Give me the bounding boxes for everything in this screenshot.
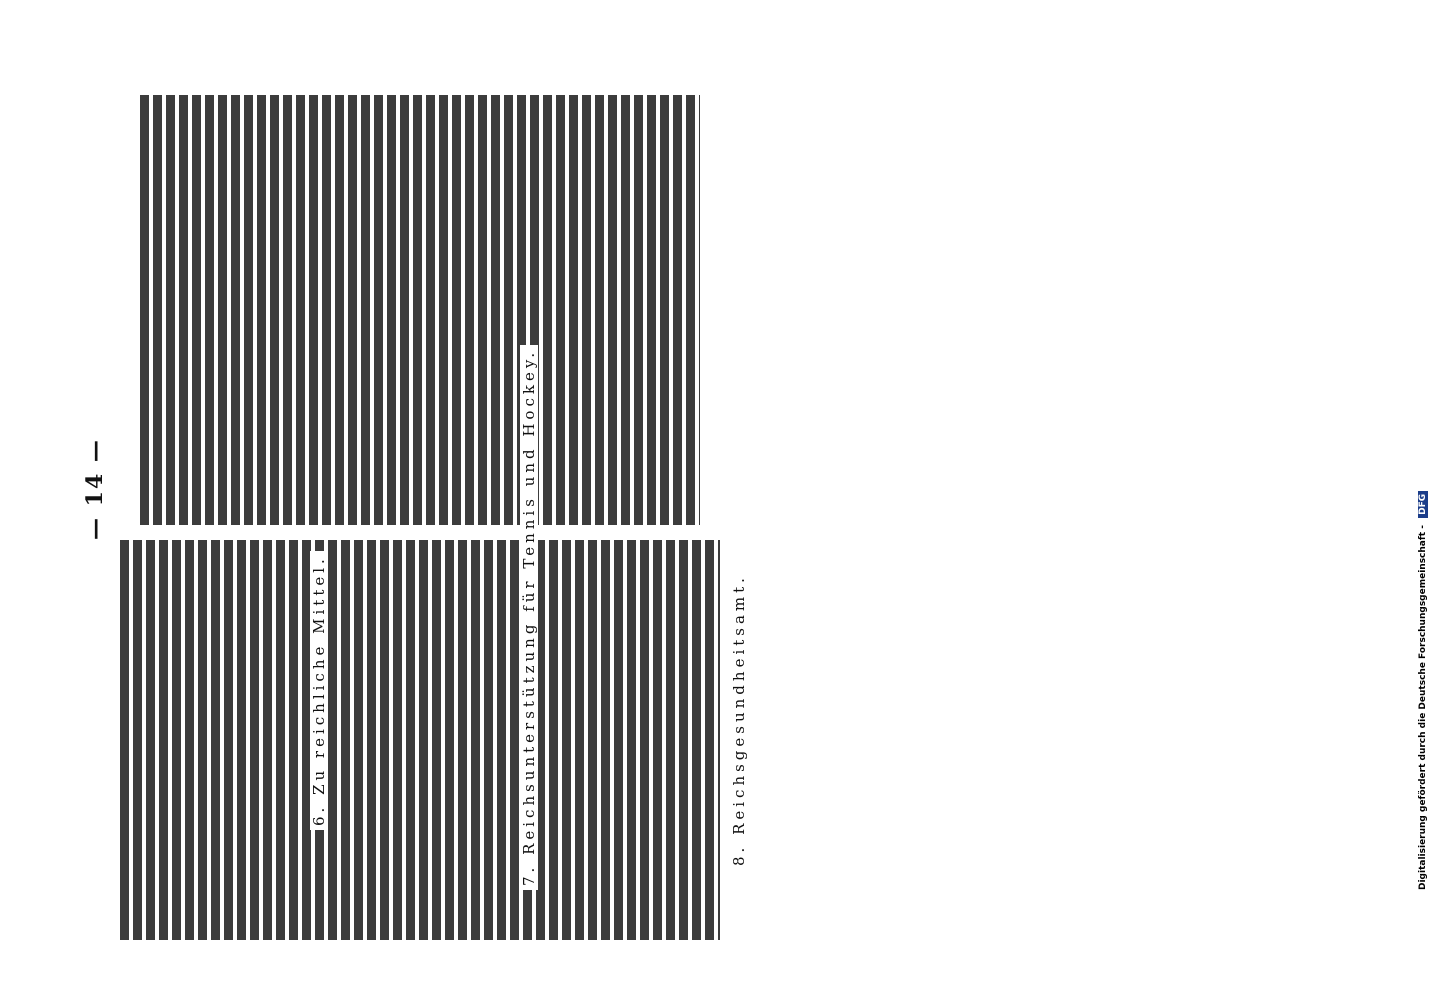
dfg-digitization-note [1418, 491, 1428, 890]
section-heading-8: 8. Reichsgesundheitsamt. [730, 570, 748, 870]
dfg-note-text: Digitalisierung gefördert durch die Deutsche Forschungsgemeinschaft - [1418, 525, 1428, 890]
text-column-right [140, 95, 700, 525]
section-heading-7: 7. Reichsunterstützung für Tennis und Hockey. [520, 345, 538, 890]
section-heading-6: 6. Zu reichliche Mittel. [310, 551, 328, 830]
page-number: — 14 — [82, 438, 108, 540]
dfg-logo: DFG [1418, 491, 1428, 518]
text-column-left [120, 540, 720, 940]
